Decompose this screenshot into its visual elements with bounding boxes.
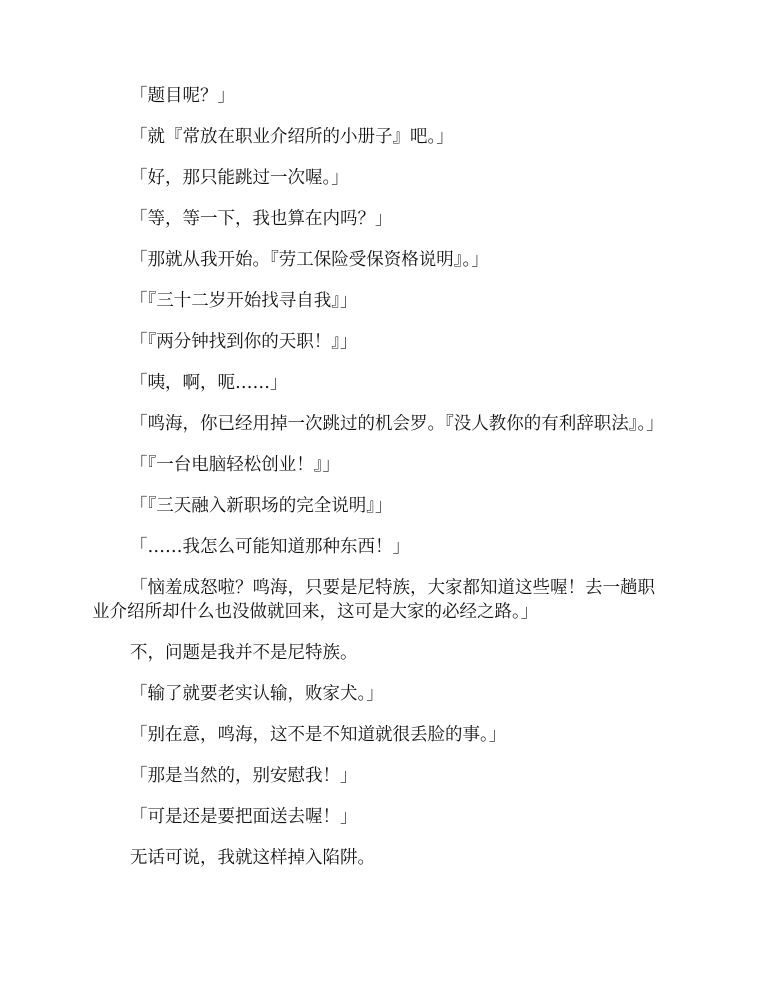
paragraph-13: 「恼羞成怒啦？鸣海，只要是尼特族，大家都知道这些喔！去一趟职业介绍所却什么也没做就回来，这可是大家的必经之路。」 [92, 578, 655, 622]
paragraph-15: 「输了就要老实认输，败家犬。」 [130, 684, 384, 704]
paragraph-10: 「『一台电脑轻松创业！』」 [130, 455, 340, 475]
paragraph-3: 「好，那只能跳过一次喔。」 [130, 168, 349, 188]
paragraph-18: 「可是还是要把面送去喔！」 [130, 807, 358, 827]
paragraph-9: 「鸣海，你已经用掉一次跳过的机会罗。『没人教你的有利辞职法』。」 [130, 414, 664, 434]
paragraph-11: 「『三天融入新职场的完全说明』」 [130, 496, 393, 516]
paragraph-16: 「别在意，鸣海，这不是不知道就很丢脸的事。」 [130, 725, 507, 745]
paragraph-12: 「……我怎么可能知道那种东西！」 [130, 537, 410, 557]
paragraph-7: 「『两分钟找到你的天职！』」 [130, 332, 358, 352]
paragraph-4: 「等，等一下，我也算在内吗？」 [130, 209, 393, 229]
paragraph-6: 「『三十二岁开始找寻自我』」 [130, 291, 358, 311]
paragraph-14: 不，问题是我并不是尼特族。 [130, 643, 358, 663]
paragraph-2: 「就『常放在职业介绍所的小册子』吧。」 [130, 127, 454, 147]
paragraph-19: 无话可说，我就这样掉入陷阱。 [130, 848, 375, 868]
paragraph-5: 「那就从我开始。『劳工保险受保资格说明』。」 [130, 250, 489, 270]
paragraph-8: 「咦，啊，呃……」 [130, 373, 288, 393]
paragraph-17: 「那是当然的，别安慰我！」 [130, 766, 358, 786]
paragraph-1: 「题目呢？」 [130, 86, 235, 106]
